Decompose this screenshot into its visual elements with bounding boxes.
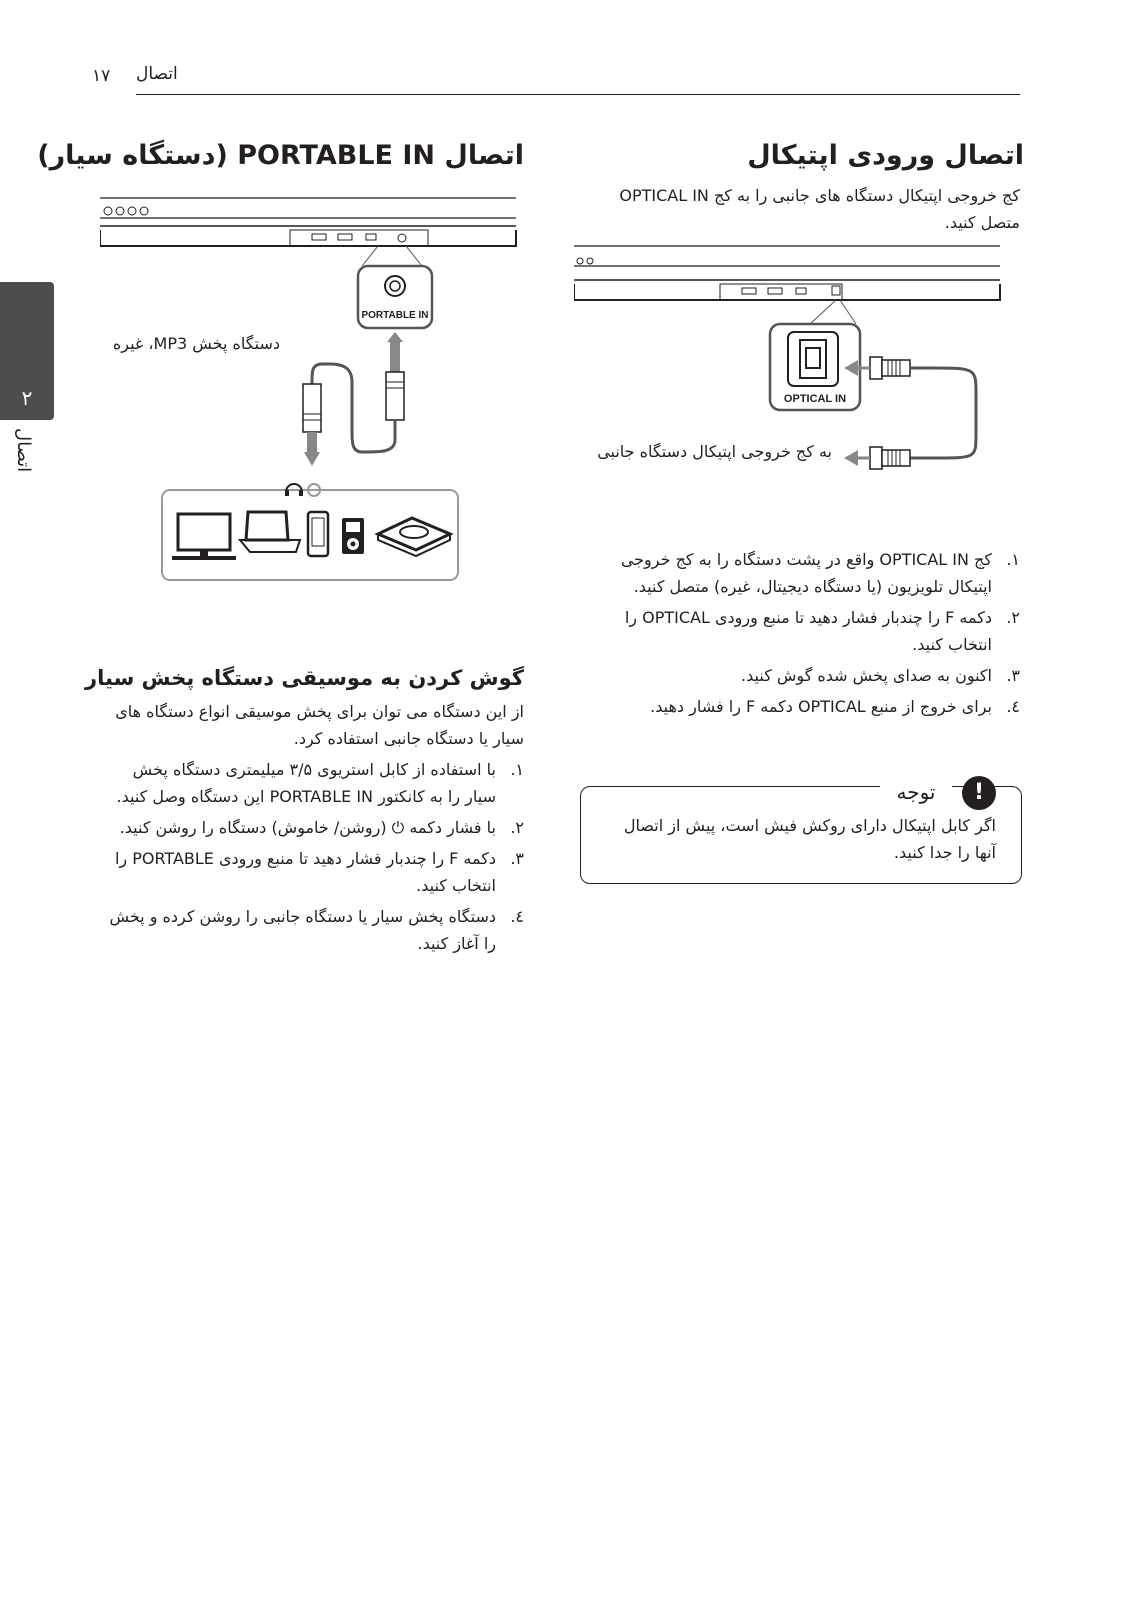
step-number: ۲. — [510, 818, 524, 837]
step-number: ۳. — [510, 849, 524, 868]
chapter-tab-label: اتصال — [13, 428, 34, 473]
step-text: دستگاه پخش سیار یا دستگاه جانبی را روشن کرده و پخش را آغاز کنید. — [109, 907, 496, 953]
portable-port-label: PORTABLE IN — [361, 310, 429, 321]
header-rule — [136, 94, 1020, 95]
step-number: ٤. — [1006, 697, 1020, 716]
step-text: کج OPTICAL IN واقع در پشت دستگاه را به کج خروجی اپتیکال تلویزیون (یا دستگاه دیجیتال، غیره) متصل کنید. — [620, 550, 992, 596]
optical-section-title: اتصال ورودی اپتیکال — [747, 140, 1024, 171]
optical-diagram-caption: به کج خروجی اپتیکال دستگاه جانبی — [597, 442, 832, 461]
step-number: ۲. — [1006, 608, 1020, 627]
arrow-icon — [387, 332, 403, 342]
arrow-icon — [844, 450, 858, 466]
portable-diagram — [100, 196, 520, 588]
listen-section-title: گوش کردن به موسیقی دستگاه پخش سیار — [85, 666, 524, 690]
optical-intro: کج خروجی اپتیکال دستگاه های جانبی را به کج OPTICAL IN متصل کنید. — [619, 186, 1020, 232]
note-title: توجه — [880, 780, 952, 804]
step-number: ۱. — [1006, 550, 1020, 569]
portable-device-caption: دستگاه پخش MP3، غیره — [112, 334, 280, 353]
page-number: ۱۷ — [92, 66, 111, 86]
running-head: اتصال — [136, 64, 178, 84]
step-text: با استفاده از کابل استریوی ۳/۵ میلیمتری دستگاه پخش سیار را به کانکتور PORTABLE IN این دستگاه وصل کنید. — [116, 760, 496, 806]
optical-port-label: OPTICAL IN — [783, 393, 847, 405]
step-text: برای خروج از منبع OPTICAL دکمه F را فشار دهید. — [650, 697, 992, 716]
step-text: اکنون به صدای پخش شده گوش کنید. — [741, 666, 992, 685]
portable-step-3 — [104, 845, 524, 899]
note-text: اگر کابل اپتیکال دارای روکش فیش است، پیش از اتصال آنها را جدا کنید. — [623, 816, 996, 862]
portable-step-2 — [104, 814, 524, 841]
listen-intro: از این دستگاه می توان برای پخش موسیقی انواع دستگاه های سیار یا دستگاه جانبی استفاده کرد. — [115, 702, 524, 748]
portable-step-4 — [104, 903, 524, 957]
portable-steps — [104, 756, 524, 961]
step-number: ۳. — [1006, 666, 1020, 685]
portable-section-title: اتصال PORTABLE IN (دستگاه سیار) — [37, 140, 524, 171]
optical-step-3 — [580, 662, 1020, 689]
optical-steps — [580, 546, 1020, 724]
optical-step-2 — [580, 604, 1020, 658]
warning-icon: ! — [962, 776, 996, 810]
step-text: دکمه F را چندبار فشار دهید تا منبع ورودی OPTICAL را انتخاب کنید. — [624, 608, 992, 654]
portable-step-1 — [104, 756, 524, 810]
chapter-tab-label-wrap — [6, 428, 36, 488]
step-number: ۱. — [510, 760, 524, 779]
optical-step-4 — [580, 693, 1020, 720]
step-text: با فشار دکمه ⏻ (روشن/ خاموش) دستگاه را روشن کنید. — [119, 818, 496, 837]
step-number: ٤. — [510, 907, 524, 926]
arrow-icon — [304, 452, 320, 466]
optical-step-1 — [580, 546, 1020, 600]
chapter-tab-number: ۲ — [21, 386, 33, 410]
step-text: دکمه F را چندبار فشار دهید تا منبع ورودی PORTABLE را انتخاب کنید. — [114, 849, 496, 895]
